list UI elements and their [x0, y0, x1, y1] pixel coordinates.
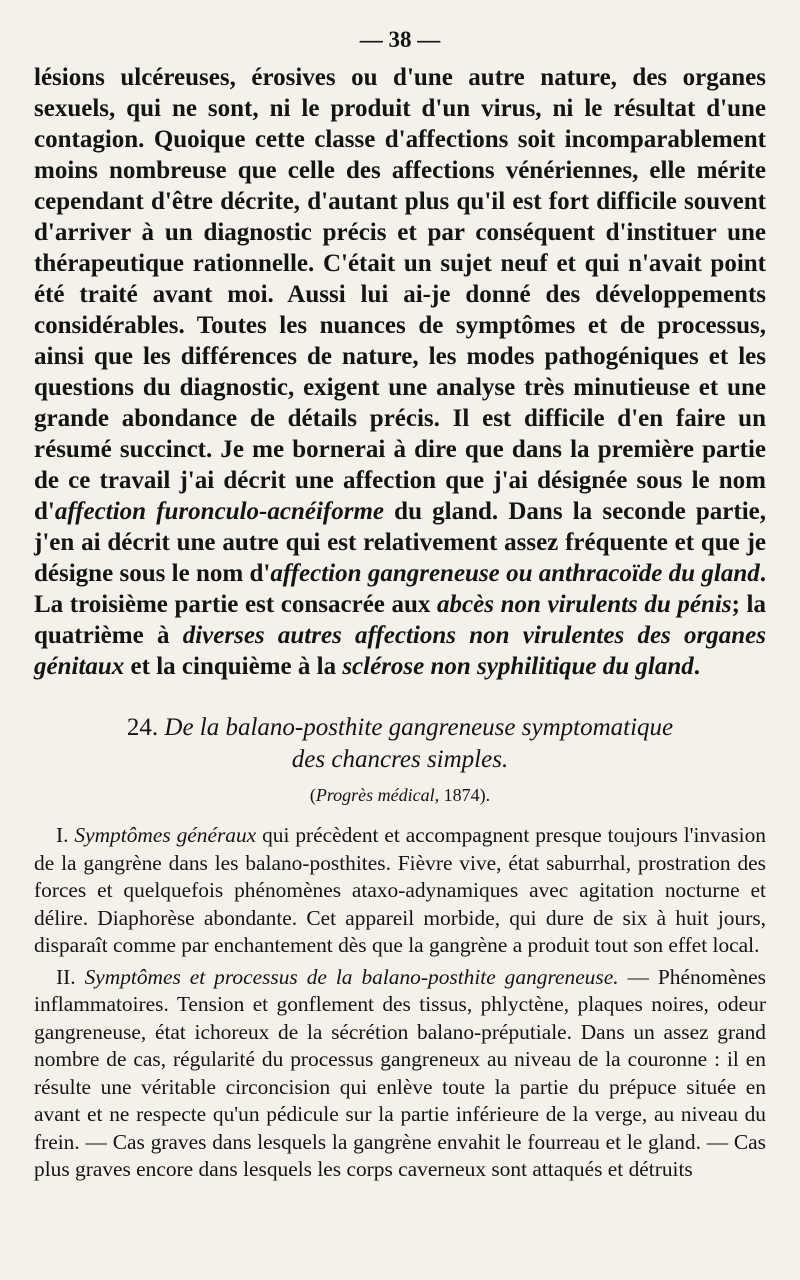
- paragraph-2-lead: Symptômes et processus de la balano-posthite gangreneuse.: [84, 964, 619, 989]
- paragraph-2-label: II.: [56, 964, 76, 989]
- intro-text-1: lésions ulcéreuses, érosives ou d'une autre nature, des organes sexuels, qui ne sont, ni le produit d'un virus, ni le résultat d'une contagion. Quoique cette classe d'affections soit incomparablement moins nombreuse que celle des affections vénériennes, elle mérite cependant d'être décrite, d'autant plus qu'il est fort difficile souvent d'arriver à un diagnostic précis et par conséquent d'instituer une thérapeutique rationnelle. C'était un sujet neuf et qui n'avait point été traité avant moi. Aussi lui ai-je donné des développements considérables. Toutes les nuances de symptômes et de processus, ainsi que les différences de nature, les modes pathogéniques et les questions du diagnostic, exigent une analyse très minutieuse et une grande abondance de détails précis. Il est difficile d'en faire un résumé succinct. Je me bornerai à dire que dans la première partie de ce travail j'ai décrit une affection que j'ai désignée sous le nom d': [34, 64, 766, 525]
- section-title-line-2: des chancres simples.: [291, 746, 509, 773]
- paragraph-1-lead: Symptômes généraux: [74, 823, 257, 847]
- citation-year: , 1874).: [434, 785, 491, 805]
- intro-italic-5: sclérose non syphilitique du gland: [342, 653, 694, 680]
- citation-open: (: [309, 785, 316, 805]
- section-title-line-1: De la balano-posthite gangreneuse symptomatique: [164, 714, 674, 741]
- paragraph-1-label: I.: [56, 823, 69, 847]
- section-heading: [34, 712, 766, 776]
- intro-italic-1: affection furonculo-acnéiforme: [54, 498, 384, 525]
- paragraph-symptomes-generaux: [34, 822, 766, 960]
- citation-journal: Progrès médical: [315, 785, 435, 805]
- intro-paragraph: [34, 62, 766, 682]
- intro-italic-2: affection gangreneuse ou anthracoïde du gland: [270, 560, 760, 587]
- intro-text-6: .: [693, 653, 701, 680]
- paragraph-2-text: — Phénomènes inflammatoires. Tension et gonflement des tissus, phlyctène, plaques noires, odeur gangreneuse, état ichoreux de la sécrétion balano-préputiale. Dans un assez grand nombre de cas, régularité du processus gangreneux au niveau de la couronne : il en résulte une véritable circoncision qui enlève toute la partie du prépuce située en avant et ne respecte qu'un pédicule sur la partie inférieure de la verge, au niveau du frein. — Cas graves dans lesquels la gangrène envahit le fourreau et le gland. — Cas plus graves encore dans lesquels les corps caverneux sont attaqués et détruits: [34, 964, 766, 1181]
- intro-text-5: et la cinquième à la: [124, 653, 343, 680]
- paragraph-symptomes-processus: [34, 964, 766, 1184]
- intro-italic-4: diverses autres affections non virulentes des organes génitaux: [34, 622, 766, 680]
- section-citation: [34, 782, 766, 808]
- intro-text-2: du gland. Dans la seconde partie, j'en ai décrit une autre qui est relativement assez fréquente et que je désigne sous le nom d': [34, 498, 766, 587]
- page-number: — 38 —: [359, 27, 441, 52]
- paragraph-1-text: qui précèdent et accompagnent presque toujours l'invasion de la gangrène dans les balano-posthites. Fièvre vive, état saburrhal, prostration des forces et quelquefois phénomènes ataxo-adynamiques avec agitation nocturne et délire. Diaphorèse abondante. Cet appareil morbide, qui dure de six à huit jours, disparaît comme par enchantement dès que la gangrène a produit tout son effet local.: [34, 823, 766, 957]
- intro-italic-3: abcès non virulents du pénis: [437, 591, 732, 618]
- intro-text-3: . La troisième partie est consacrée aux: [34, 560, 766, 618]
- section-number: 24.: [126, 714, 159, 741]
- intro-text-4: ; la quatrième à: [34, 591, 766, 649]
